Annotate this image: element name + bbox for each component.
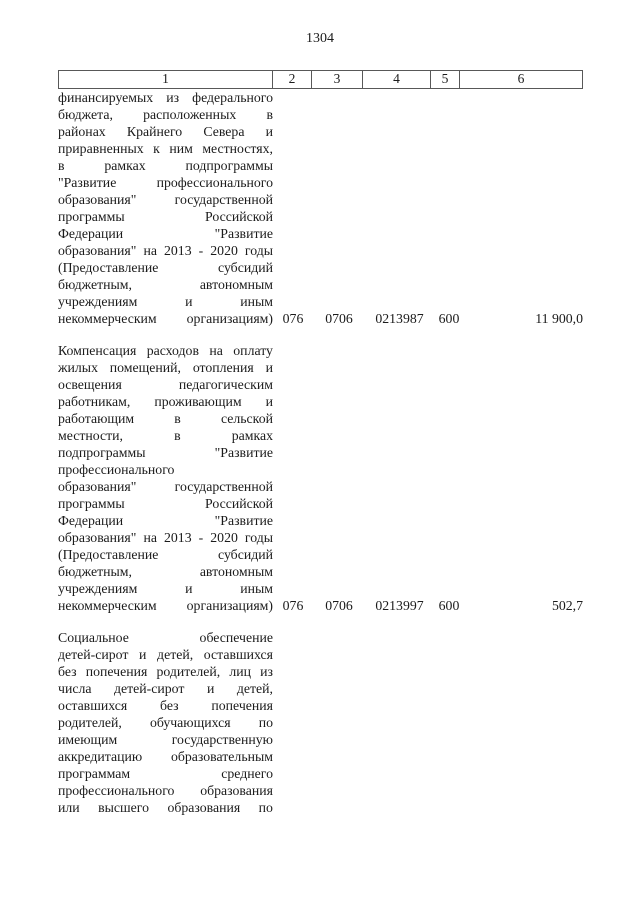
paragraph-line: местности, в рамках — [58, 428, 273, 443]
expense-type-code-cell — [434, 799, 464, 816]
target-item-code-cell: 0213997 — [375, 598, 424, 613]
paragraph-line: имеющим государственную — [58, 732, 273, 747]
paragraph-line: учреждениям и иным — [58, 294, 273, 309]
target-item-code-cell — [365, 799, 434, 816]
expense-type-code-cell: 600 — [438, 598, 460, 613]
table-body — [58, 89, 588, 831]
paragraph-line: программам среднего — [58, 766, 273, 781]
expense-type-code-cell: 600 — [438, 311, 460, 326]
header-col-2: 2 — [272, 70, 312, 89]
target-item-code-cell: 0213987 — [375, 311, 424, 326]
amount-cell: 11 900,0 — [535, 311, 583, 326]
row-name-cell — [58, 89, 273, 327]
section-code-cell — [313, 799, 365, 816]
row-name-cell — [58, 629, 273, 816]
paragraph-line: бюджетным, автономным — [58, 564, 273, 579]
paragraph-line: образования" государственной — [58, 479, 273, 494]
paragraph-line: "Развитие профессионального — [58, 175, 273, 190]
paragraph-line: Федерации "Развитие — [58, 226, 273, 241]
row-name-cell — [58, 342, 273, 614]
paragraph-line: без попечения родителей, лиц из — [58, 664, 273, 679]
paragraph-line: финансируемых из федерального — [58, 90, 273, 105]
paragraph-line: или высшего образования по — [58, 800, 273, 815]
header-col-4: 4 — [362, 70, 431, 89]
paragraph-line: родителей, обучающихся по — [58, 715, 273, 730]
amount-cell: 502,7 — [551, 598, 583, 613]
table-row — [58, 89, 588, 327]
grbs-code-cell: 076 — [282, 311, 304, 326]
header-col-5: 5 — [430, 70, 460, 89]
paragraph-line: образования" на 2013 - 2020 годы — [58, 243, 273, 258]
header-col-3: 3 — [311, 70, 363, 89]
paragraph-line: (Предоставление субсидий — [58, 260, 273, 275]
amount-cell — [464, 799, 588, 816]
paragraph-line: бюджетным, автономным — [58, 277, 273, 292]
paragraph-line: программы Российской — [58, 496, 273, 511]
grbs-code-cell: 076 — [282, 598, 304, 613]
paragraph-line: числа детей-сирот и детей, — [58, 681, 273, 696]
table-row — [58, 342, 588, 614]
paragraph-line: подпрограммы "Развитие — [58, 445, 273, 460]
paragraph-line: в рамках подпрограммы — [58, 158, 273, 173]
paragraph-line: образования" государственной — [58, 192, 273, 207]
header-col-6: 6 — [459, 70, 583, 89]
paragraph-line: бюджета, расположенных в — [58, 107, 273, 122]
paragraph-line: Федерации "Развитие — [58, 513, 273, 528]
paragraph-line: профессионального образования — [58, 783, 273, 798]
paragraph-line: аккредитацию образовательным — [58, 749, 273, 764]
paragraph-line: профессионального — [58, 462, 175, 477]
section-code-cell: 0706 — [325, 311, 353, 326]
paragraph-line: некоммерческим организациям) — [58, 598, 273, 613]
paragraph-line: учреждениям и иным — [58, 581, 273, 596]
paragraph-line: Компенсация расходов на оплату — [58, 343, 273, 358]
header-col-1: 1 — [58, 70, 273, 89]
table-header-row — [58, 70, 583, 89]
section-code-cell: 0706 — [325, 598, 353, 613]
paragraph-line: Социальное обеспечение — [58, 630, 273, 645]
paragraph-line: освещения педагогическим — [58, 377, 273, 392]
paragraph-line: некоммерческим организациям) — [58, 311, 273, 326]
grbs-code-cell — [273, 799, 313, 816]
table-row — [58, 629, 588, 816]
paragraph-line: работникам, проживающим и — [58, 394, 273, 409]
paragraph-line: (Предоставление субсидий — [58, 547, 273, 562]
paragraph-line: программы Российской — [58, 209, 273, 224]
page-number: 1304 — [306, 31, 334, 46]
paragraph-line: жилых помещений, отопления и — [58, 360, 273, 375]
paragraph-line: оставшихся без попечения — [58, 698, 273, 713]
paragraph-line: образования" на 2013 - 2020 годы — [58, 530, 273, 545]
paragraph-line: приравненных к ним местностях, — [58, 141, 273, 156]
paragraph-line: районах Крайнего Севера и — [58, 124, 273, 139]
paragraph-line: детей-сирот и детей, оставшихся — [58, 647, 273, 662]
paragraph-line: работающим в сельской — [58, 411, 273, 426]
